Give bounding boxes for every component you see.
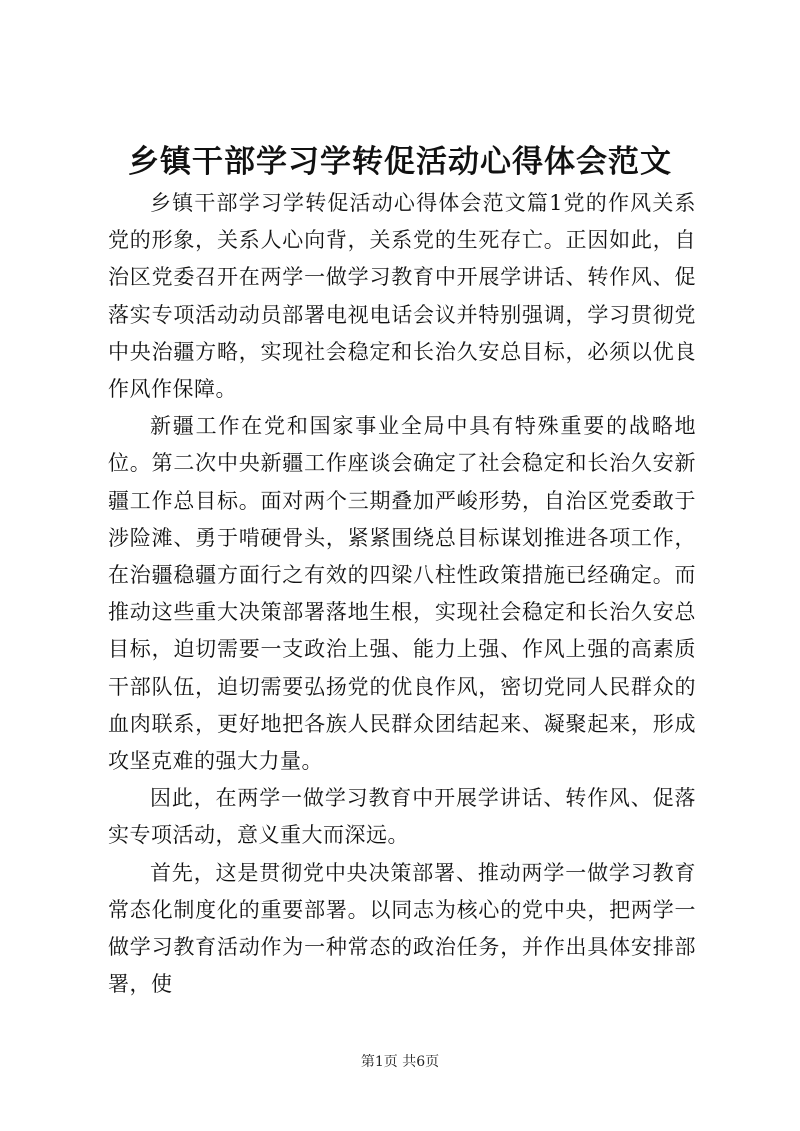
paragraph-2: 新疆工作在党和国家事业全局中具有特殊重要的战略地位。第二次中央新疆工作座谈会确定了社会稳定和长治久安新疆工作总目标。面对两个三期叠加严峻形势，自治区党委敢于涉险滩、勇于啃硬骨头，紧紧围绕总目标谋划推进各项工作，在治疆稳疆方面行之有效的四梁八柱性政策措施已经确定。而推动这些重大决策部署落地生根，实现社会稳定和长治久安总目标，迫切需要一支政治上强、能力上强、作风上强的高素质干部队伍，迫切需要弘扬党的优良作风，密切党同人民群众的血肉联系，更好地把各族人民群众团结起来、凝聚起来，形成攻坚克难的强大力量。 xyxy=(108,414,696,774)
paragraph-4: 首先，这是贯彻党中央决策部署、推动两学一做学习教育常态化制度化的重要部署。以同志为核心的党中央，把两学一做学习教育活动作为一种常态的政治任务，并作出具体安排部署，使 xyxy=(108,860,696,997)
document-title: 乡镇干部学习学转促活动心得体会范文 xyxy=(128,144,672,180)
page-number-footer: 第1页 共6页 xyxy=(360,1054,440,1070)
paragraph-1: 乡镇干部学习学转促活动心得体会范文篇1党的作风关系党的形象，关系人心向背，关系党的生死存亡。正因如此，自治区党委召开在两学一做学习教育中开展学讲话、转作风、促落实专项活动动员部署电视电话会议并特别强调，学习贯彻党中央治疆方略，实现社会稳定和长治久安总目标，必须以优良作风作保障。 xyxy=(108,191,696,402)
document-body xyxy=(108,185,696,1003)
paragraph-3: 因此，在两学一做学习教育中开展学讲话、转作风、促落实专项活动，意义重大而深远。 xyxy=(108,786,696,848)
